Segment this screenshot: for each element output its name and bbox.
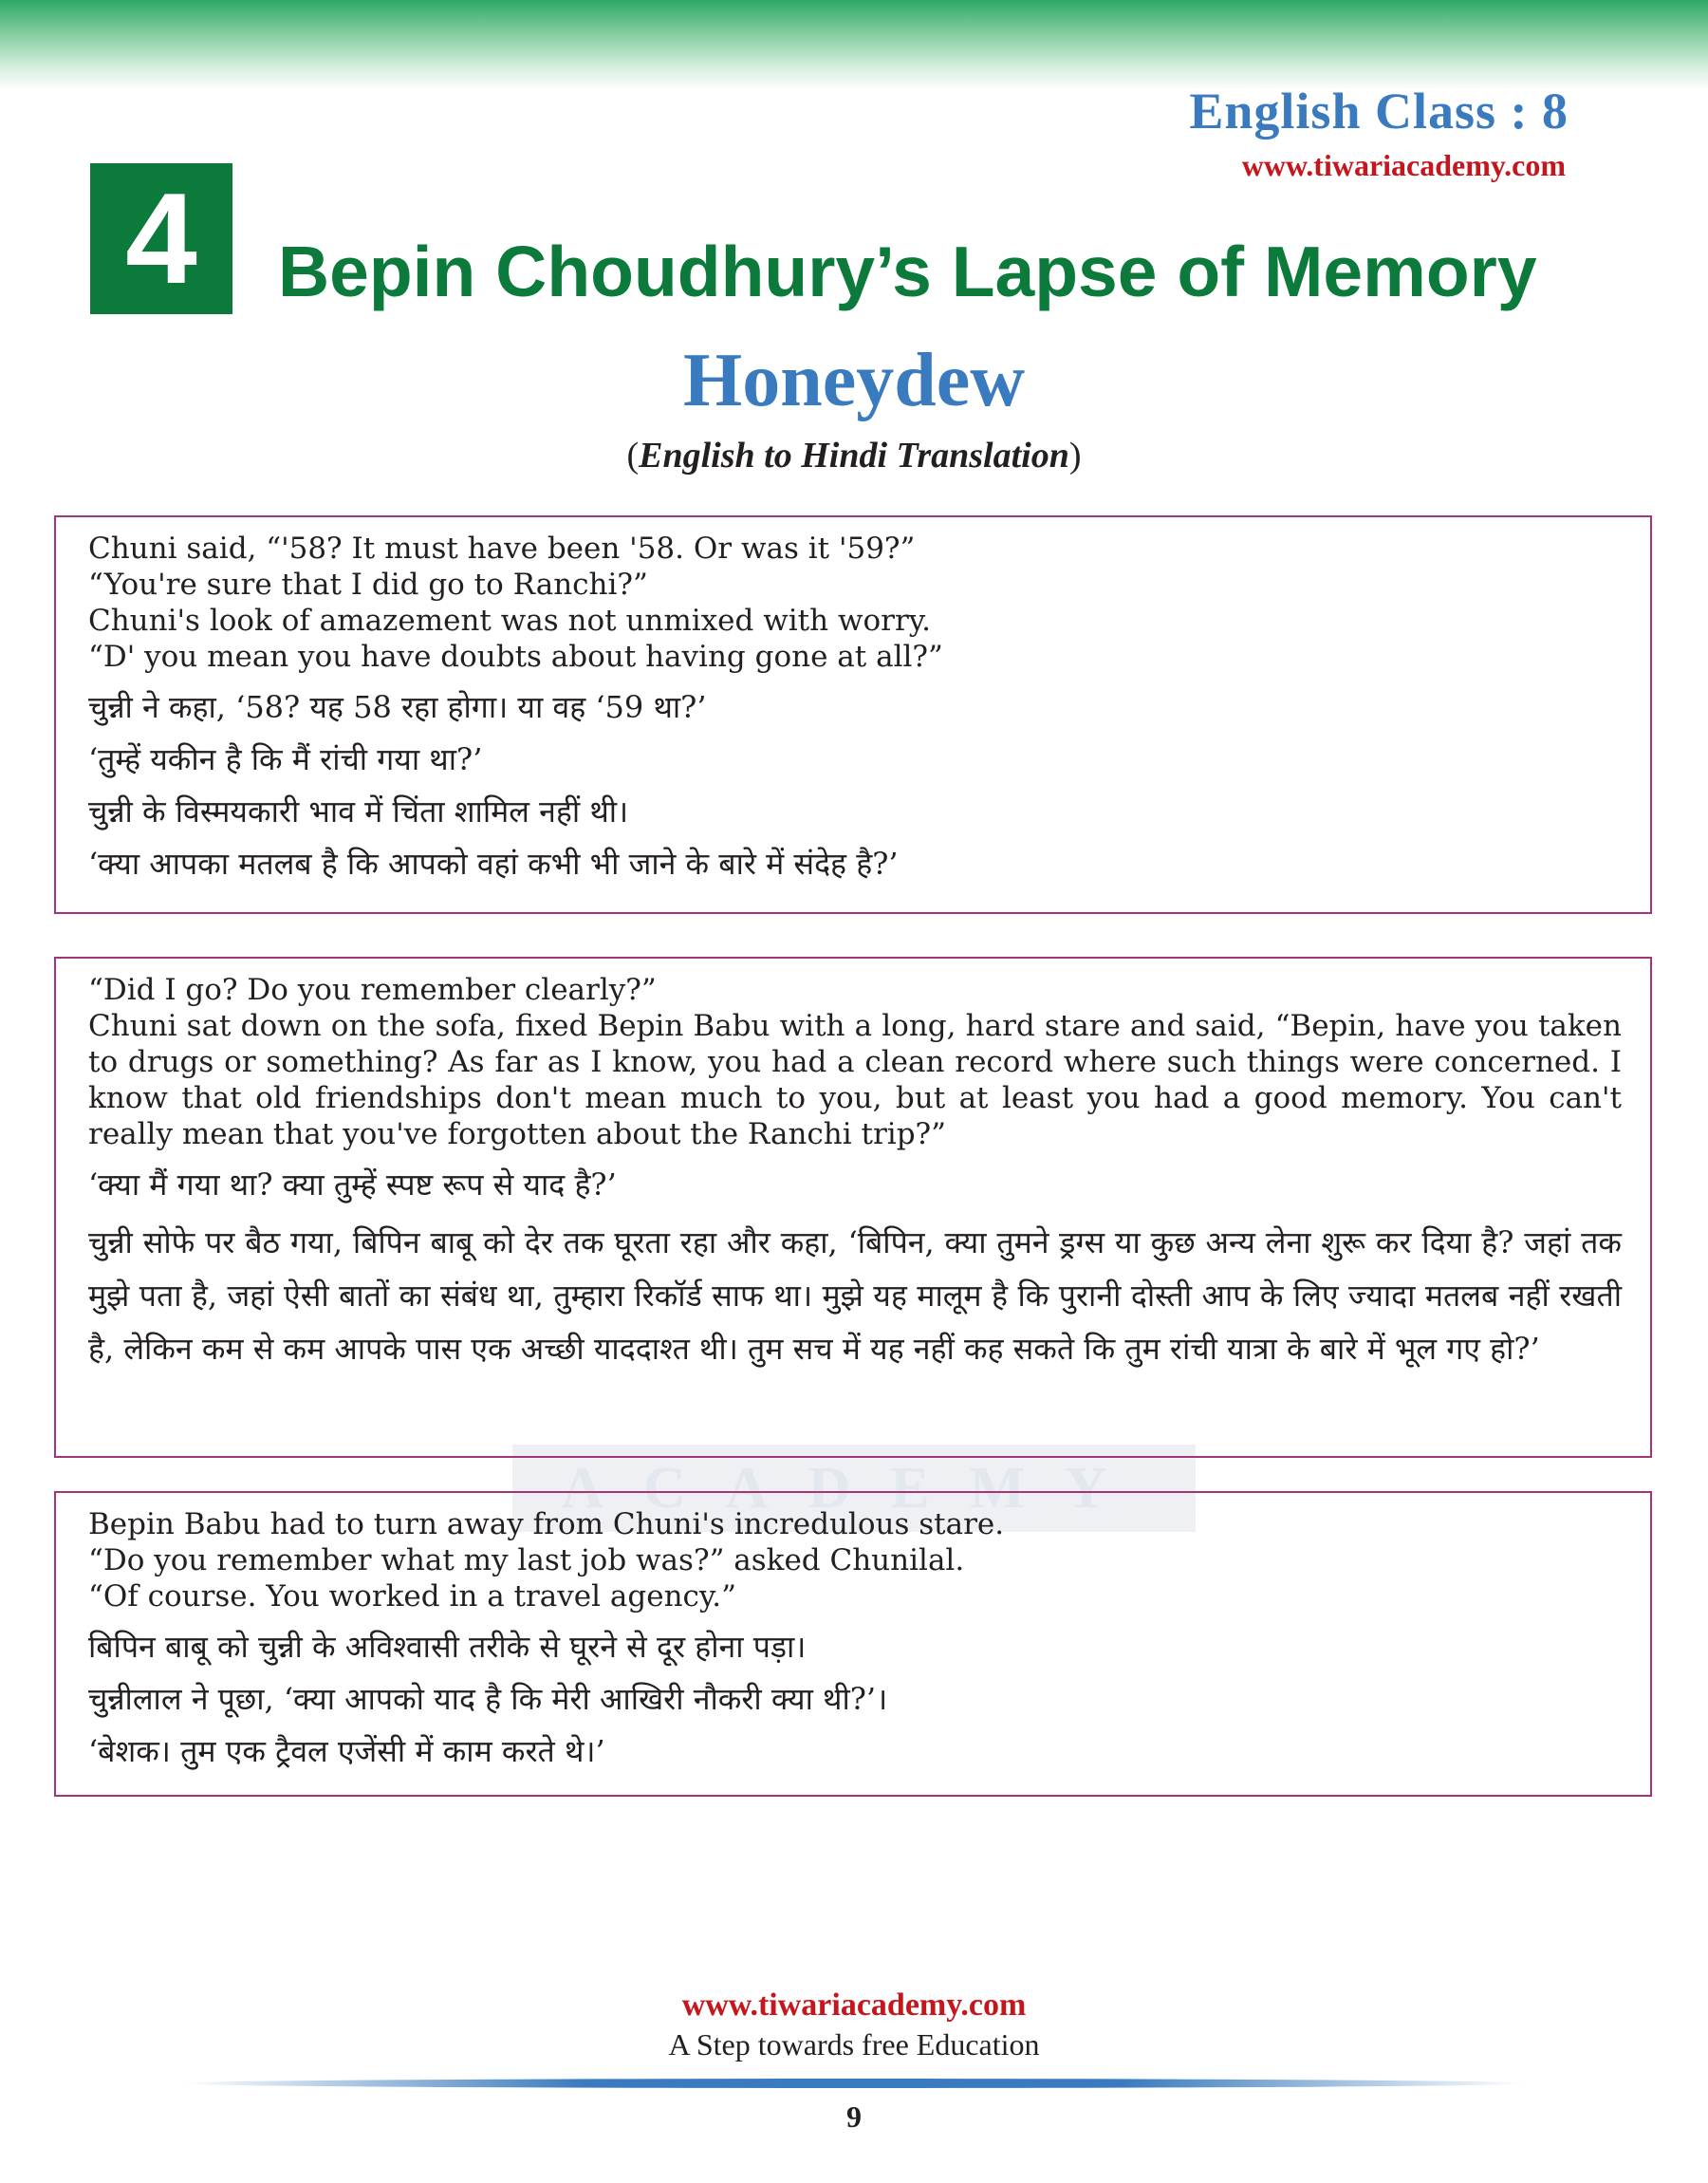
- footer-tagline: A Step towards free Education: [668, 2027, 1040, 2062]
- class-title: English Class : 8: [1189, 83, 1569, 140]
- hindi-line: चुन्नी के विस्मयकारी भाव में चिंता शामिल नहीं थी।: [88, 793, 629, 830]
- chapter-number-badge: 4: [90, 163, 232, 314]
- english-line: Bepin Babu had to turn away from Chuni's incredulous stare.: [88, 1507, 1005, 1541]
- chapter-title: Bepin Choudhury’s Lapse of Memory: [278, 232, 1537, 311]
- hindi-line: ‘क्या आपका मतलब है कि आपको वहां कभी भी जाने के बारे में संदेह है?’: [88, 846, 899, 882]
- english-line: “D' you mean you have doubts about having gone at all?”: [88, 640, 943, 674]
- hindi-translation: [88, 1164, 1622, 1375]
- english-paragraph: Chuni sat down on the sofa, fixed Bepin Babu with a long, hard stare and said, “Bepin, have you taken to drugs or something? As far as I know, you had a clean record where such things were concerned. I know that old friendships don't mean much to you, but at least you had a good memory. You can't really mean that you've forgotten about the Ranchi trip?”: [88, 1009, 1622, 1151]
- subtitle: [0, 435, 1708, 476]
- hindi-line: ‘तुम्हें यकीन है कि मैं रांची गया था?’: [88, 741, 483, 777]
- hindi-paragraph: चुन्नी सोफे पर बैठ गया, बिपिन बाबू को देर तक घूरता रहा और कहा, ‘बिपिन, क्या तुमने ड्रग्स या कुछ अन्य लेना शुरू कर दिया है? जहां तक मुझे पता है, जहां ऐसी बातों का संबंध था, तुम्हारा रिकॉर्ड साफ था। मुझे यह मालूम है कि पुरानी दोस्ती आप के लिए ज्यादा मतलब नहीं रखती है, लेकिन कम से कम आपके पास एक अच्छी याददाश्त थी। तुम सच में यह नहीं कह सकते कि तुम रांची यात्रा के बारे में भूल गए हो?’: [88, 1224, 1622, 1367]
- subtitle-open-paren: (: [626, 436, 640, 476]
- english-line: “Do you remember what my last job was?” asked Chunilal.: [88, 1543, 965, 1577]
- hindi-line: बिपिन बाबू को चुन्नी के अविश्वासी तरीके से घूरने से दूर होना पड़ा।: [88, 1629, 807, 1665]
- english-line: “Of course. You worked in a travel agency.”: [88, 1579, 737, 1614]
- hindi-line: ‘क्या मैं गया था? क्या तुम्हें स्पष्ट रूप से याद है?’: [88, 1166, 617, 1203]
- hindi-line: ‘बेशक। तुम एक ट्रैवल एजेंसी में काम करते थे।’: [88, 1733, 605, 1769]
- header-site-url[interactable]: www.tiwariacademy.com: [1241, 148, 1566, 182]
- footer-divider: [180, 2079, 1528, 2088]
- hindi-line: चुन्नी ने कहा, ‘58? यह 58 रहा होगा। या वह ‘59 था?’: [88, 689, 707, 725]
- footer-site-url[interactable]: www.tiwariacademy.com: [681, 1987, 1027, 2023]
- english-line: Chuni said, “'58? It must have been '58. Or was it '59?”: [88, 532, 916, 566]
- page-number: 9: [846, 2099, 862, 2134]
- translation-box-1: [54, 515, 1652, 914]
- hindi-translation: [88, 686, 1622, 885]
- top-gradient-band: [0, 0, 1708, 90]
- translation-box-2: [54, 957, 1652, 1458]
- watermark-academy: ACADEMY: [512, 1445, 1196, 1532]
- english-line: “You're sure that I did go to Ranchi?”: [88, 568, 648, 602]
- translation-box-3: [54, 1491, 1652, 1797]
- english-line: Chuni's look of amazement was not unmixed with worry.: [88, 604, 932, 638]
- hindi-line: चुन्नीलाल ने पूछा, ‘क्या आपको याद है कि मेरी आखिरी नौकरी क्या थी?’।: [88, 1681, 888, 1717]
- hindi-translation: [88, 1626, 1622, 1772]
- subtitle-text: English to Hindi Translation: [639, 436, 1069, 476]
- book-title: Honeydew: [683, 339, 1025, 422]
- english-line: “Did I go? Do you remember clearly?”: [88, 973, 657, 1007]
- subtitle-close-paren: ): [1068, 436, 1082, 476]
